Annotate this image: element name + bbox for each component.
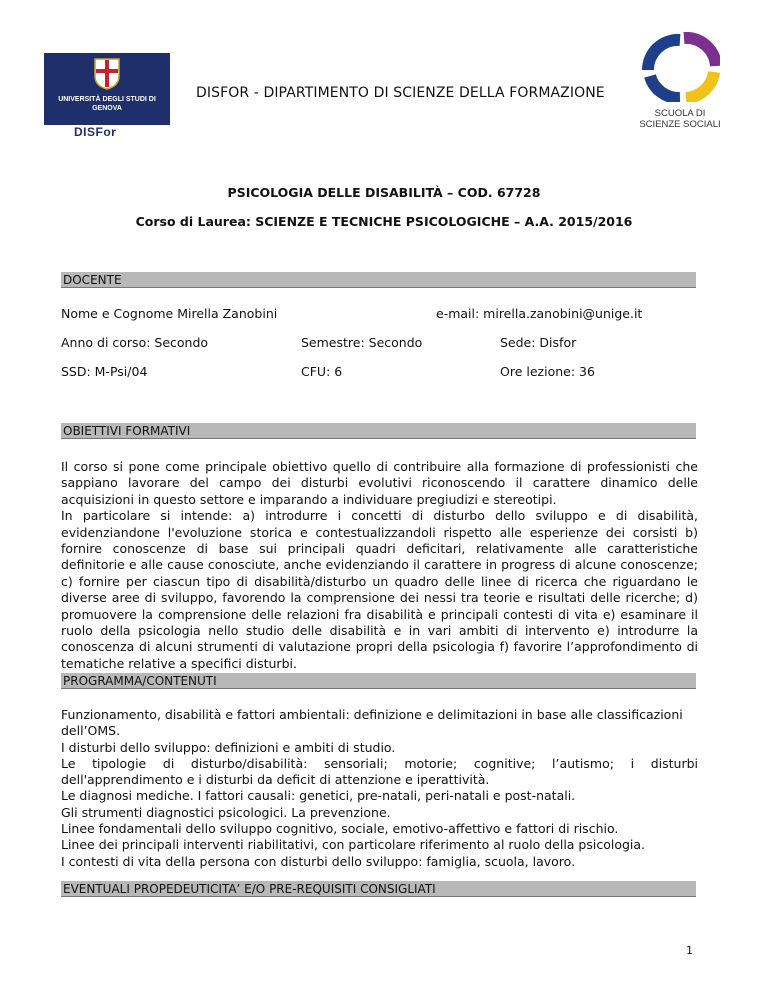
section-propedeuticita-heading: EVENTUALI PROPEDEUTICITA’ E/O PRE-REQUISITI CONSIGLIATI [61,881,696,897]
unige-logo [44,53,170,125]
page-number: 1 [686,944,693,957]
obiettivi-text [61,459,698,672]
scuola-line1: SCUOLA DI [654,108,706,119]
section-docente-heading: DOCENTE [61,272,696,288]
anno-di-corso: Anno di corso: Secondo [61,335,209,350]
obiettivi-paragraph-2: In particolare si intende: a) introdurre i concetti di disturbo dello sviluppo e di disabilità, evidenziandone l'evoluzione storica e contestualizzandoli rispetto alle esperienze dei corsisti b) fornire conoscenze di base sui principali quadri deficitari, relativamente alle caratteristiche definitorie e alle cause conosciute, anche evidenziando il carattere in progress di alcune conoscenze; c) fornire per ciascun tipo di disabilità/disturbo un quadro delle linee di ricerca che riguardano le diverse aree di sviluppo, favorendo la comprensione dei nessi tra teorie e risultati delle ricerche; d) promuovere la comprensione delle relazioni fra disabilità e principali contesti di vita e) esaminare il ruolo della psicologia nello studio delle disabilità e in vari ambiti di intervento e) introdurre la conoscenza di alcuni strumenti di valutazione propri della psicologia f) favorire l’approfondimento di tematiche relative a specifici disturbi. [61,508,698,671]
unige-logo-text: UNIVERSITÀ DEGLI STUDI DI GENOVA [58,96,156,112]
course-title: PSICOLOGIA DELLE DISABILITÀ – COD. 67728 [227,185,541,200]
programma-line: Le diagnosi mediche. I fattori causali: genetici, pre-natali, peri-natali e post-natali. [61,788,576,804]
ore-lezione: Ore lezione: 36 [500,364,595,379]
cfu: CFU: 6 [301,364,343,379]
unige-shield-icon [94,58,120,90]
disfor-label: DISFor [74,125,117,139]
section-programma-heading: PROGRAMMA/CONTENUTI [61,673,696,689]
course-subtitle: Corso di Laurea: SCIENZE E TECNICHE PSICOLOGICHE – A.A. 2015/2016 [135,214,633,229]
obiettivi-paragraph-1: Il corso si pone come principale obiettivo quello di contribuire alla formazione di professionisti che sappiano lavorare del campo dei disturbi evolutivi riconoscendo il carattere dinamico delle acquisizioni in questo settore e imparando a individuare pregiudizi e stereotipi. [61,459,698,507]
scuola-scienze-sociali-logo-icon [640,32,720,102]
programma-line: I disturbi dello sviluppo: definizioni e ambiti di studio. [61,739,396,755]
programma-line: Funzionamento, disabilità e fattori ambientali: definizione e delimitazioni in base alle classificazioni dell’OMS. [61,707,683,739]
semestre: Semestre: Secondo [301,335,423,350]
section-obiettivi-heading: OBIETTIVI FORMATIVI [61,423,696,439]
docente-email: e-mail: mirella.zanobini@unige.it [436,306,643,321]
department-title: DISFOR - DIPARTIMENTO DI SCIENZE DELLA FORMAZIONE [196,85,605,101]
sede: Sede: Disfor [500,335,577,350]
docente-name: Nome e Cognome Mirella Zanobini [61,306,278,321]
programma-line: I contesti di vita della persona con disturbi dello sviluppo: famiglia, scuola, lavoro. [61,853,576,869]
scuola-label [612,108,748,130]
programma-line: Le tipologie di disturbo/disabilità: sensoriali; motorie; cognitive; l’autismo; i disturbi dell'apprendimento e i disturbi da deficit di attenzione e iperattività. [61,755,698,788]
programma-line: Linee fondamentali dello sviluppo cognitivo, sociale, emotivo-affettivo e fattori di rischio. [61,821,619,837]
programma-line: Linee dei principali interventi riabilitativi, con particolare riferimento al ruolo della psicologia. [61,837,646,853]
programma-line: Gli strumenti diagnostici psicologici. La prevenzione. [61,804,391,820]
programma-list [61,707,698,870]
scuola-line2: SCIENZE SOCIALI [639,119,721,130]
ssd: SSD: M-Psi/04 [61,364,148,379]
